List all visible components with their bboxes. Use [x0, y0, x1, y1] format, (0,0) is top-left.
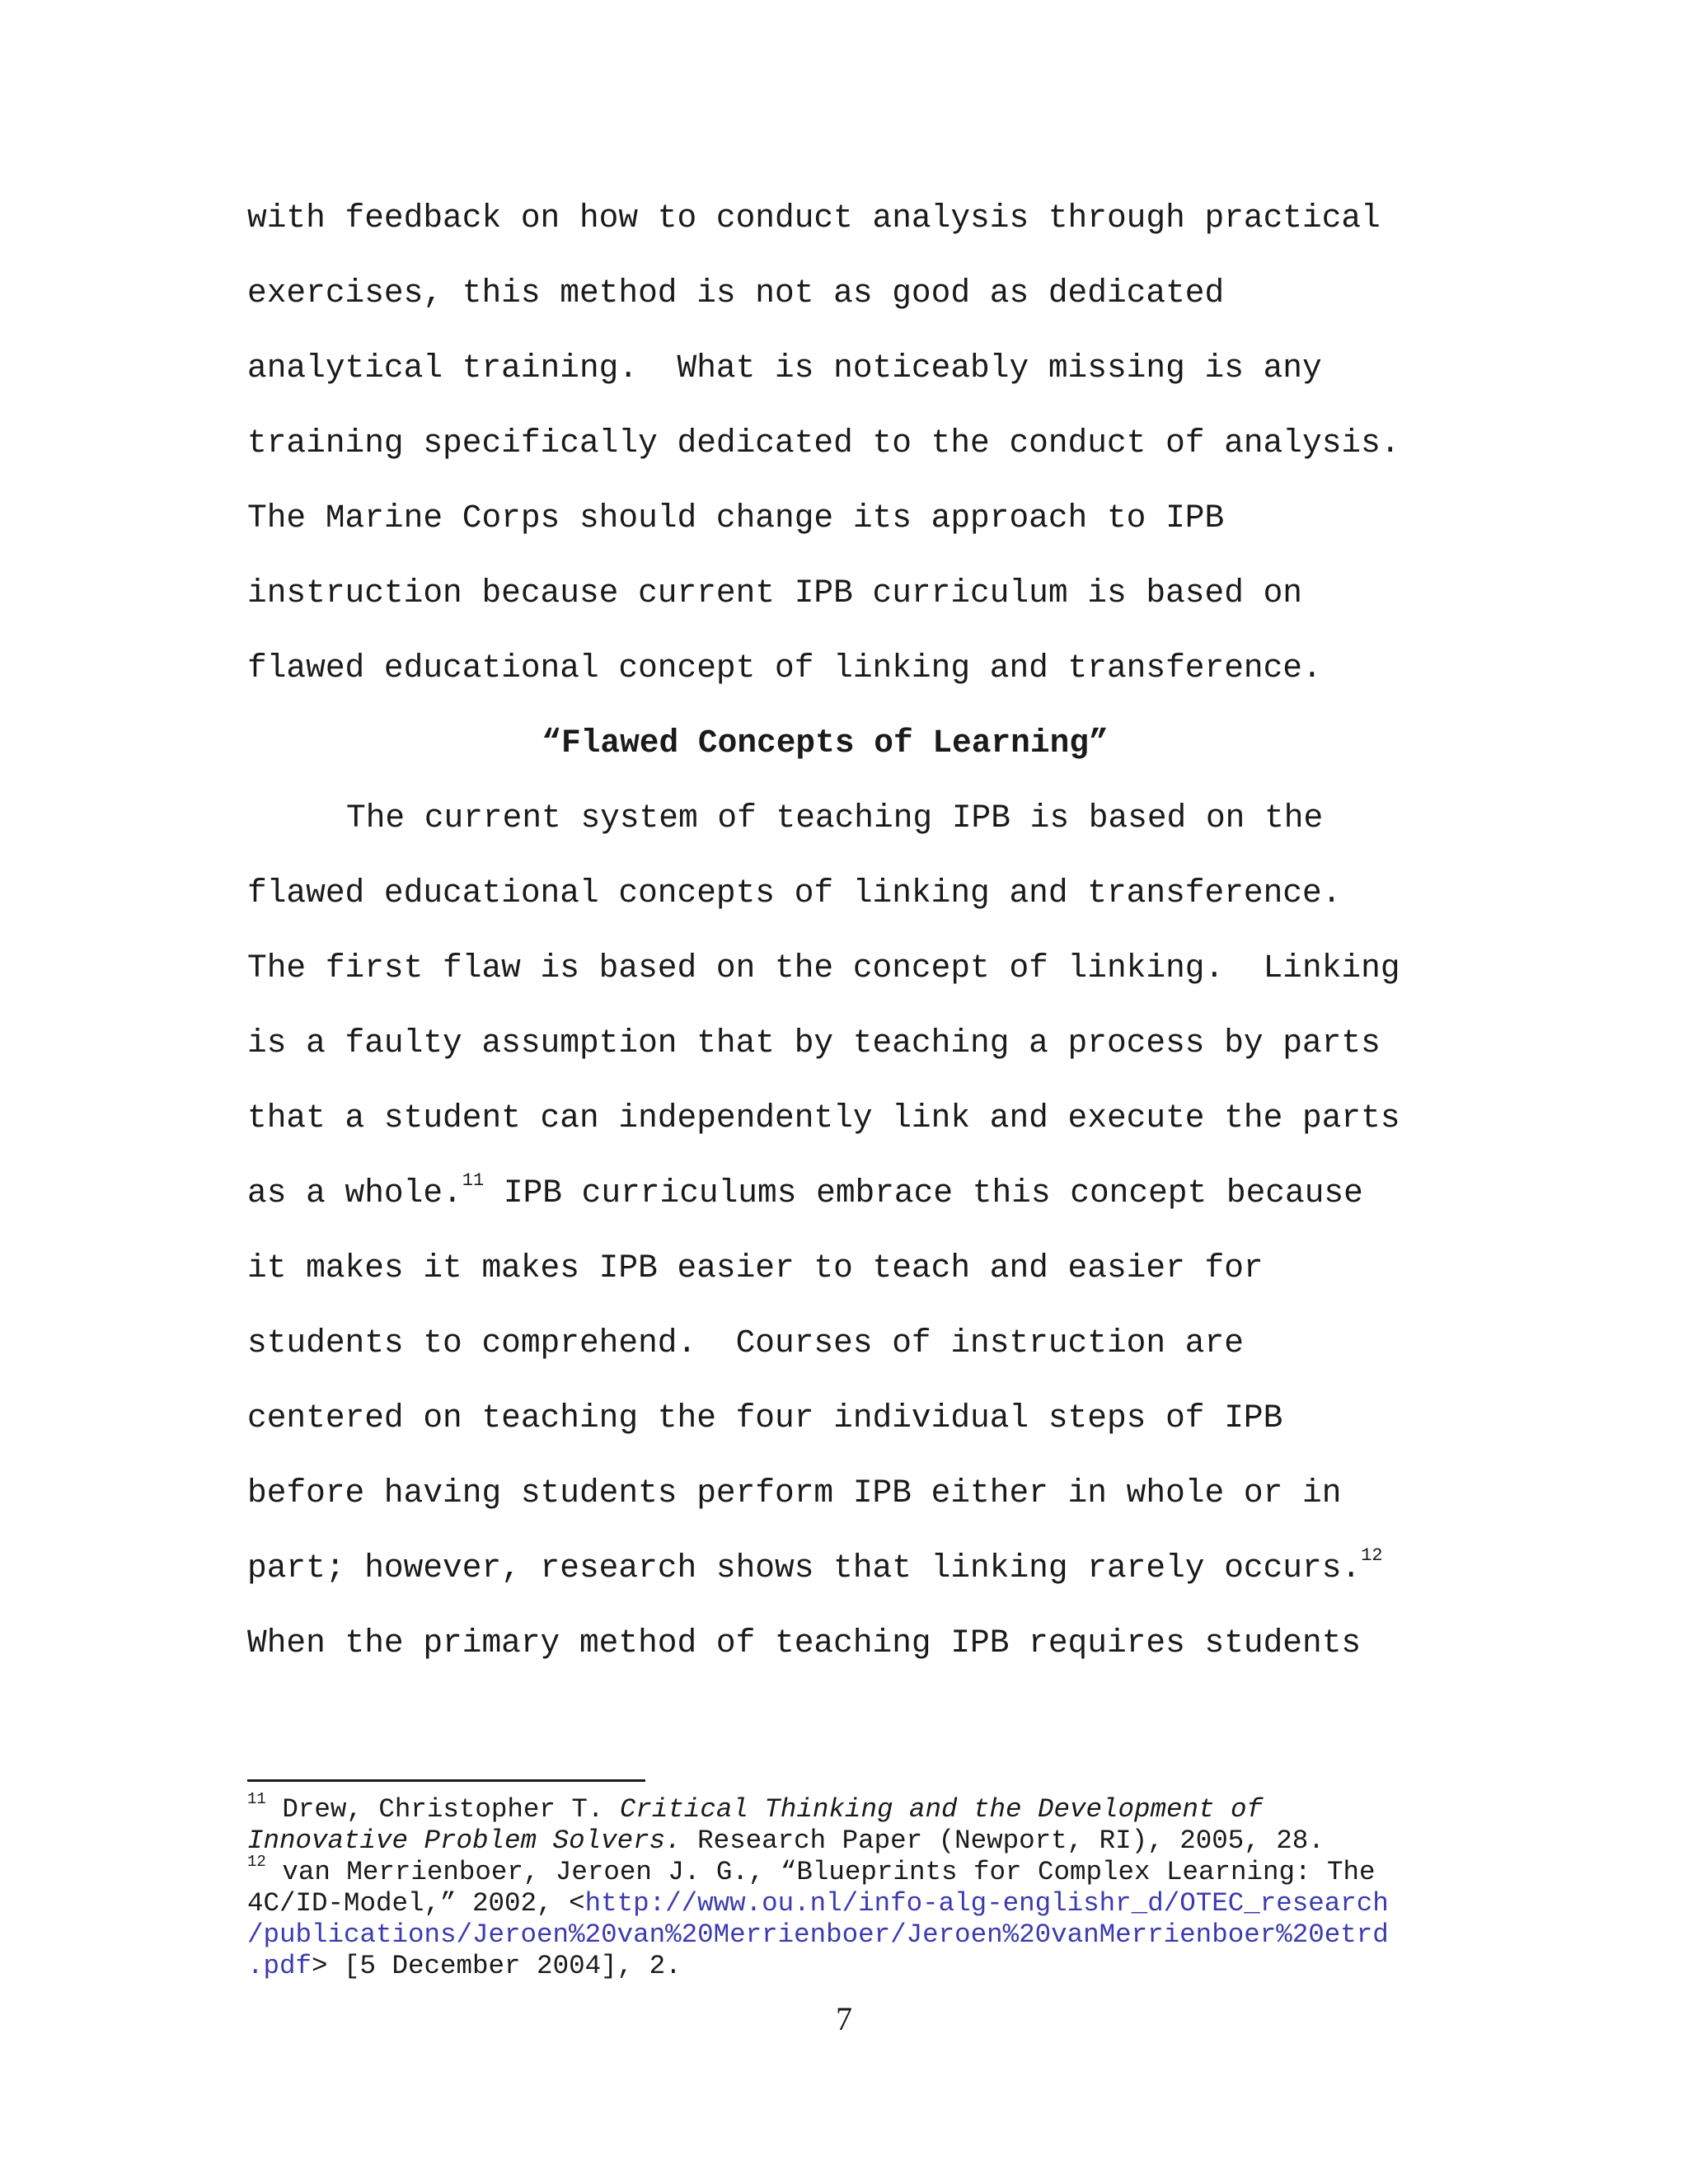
footnote-reference-11[interactable]: 11: [462, 1169, 485, 1191]
footnote-separator: [247, 1779, 645, 1782]
footnote-text: 4C/ID-Model,” 2002, <: [247, 1888, 585, 1919]
section-heading: “Flawed Concepts of Learning”: [542, 724, 1109, 762]
body-line: with feedback on how to conduct analysis through practical: [247, 199, 1381, 237]
footnote-reference-12[interactable]: 12: [1361, 1544, 1383, 1566]
body-line: When the primary method of teaching IPB requires students: [247, 1624, 1362, 1661]
footnote-text: Drew, Christopher T.: [265, 1794, 620, 1825]
footnote-url-link[interactable]: http://www.ou.nl/info-alg-englishr_d/OTEC_research: [584, 1888, 1389, 1919]
footnotes: [247, 1790, 1451, 1982]
body-line: exercises, this method is not as good as dedicated: [247, 274, 1225, 312]
footnote-number: 12: [247, 1853, 266, 1872]
body-line: analytical training. What is noticeably missing is any: [247, 349, 1322, 387]
line-text: as a whole.: [247, 1174, 462, 1212]
footnote-12: [247, 1853, 1451, 1888]
body-line: training specifically dedicated to the conduct of analysis.: [247, 424, 1400, 462]
footnote-text: > [5 December 2004], 2.: [312, 1951, 682, 1981]
body-line: students to comprehend. Courses of instruction are: [247, 1324, 1244, 1361]
footnote-url-link[interactable]: .pdf: [247, 1951, 312, 1981]
body-line: is a faulty assumption that by teaching a process by parts: [247, 1024, 1381, 1062]
line-text: IPB curriculums embrace this concept because: [484, 1174, 1363, 1212]
footnote-text: van Merrienboer, Jeroen J. G., “Blueprints for Complex Learning: The: [265, 1857, 1376, 1887]
body-line: The current system of teaching IPB is based on the: [346, 799, 1324, 837]
body-line: The Marine Corps should change its approach to IPB: [247, 499, 1225, 537]
body-line: [247, 1544, 1451, 1619]
body-line: instruction because current IPB curriculum is based on: [247, 574, 1303, 612]
body-line: that a student can independently link and execute the parts: [247, 1099, 1400, 1137]
footnote-12-continued: [247, 1888, 1451, 1919]
page-number: 7: [836, 2000, 852, 2037]
body-line: centered on teaching the four individual steps of IPB: [247, 1399, 1283, 1436]
body-text: [247, 194, 1451, 1694]
body-line: before having students perform IPB either in whole or in: [247, 1474, 1342, 1511]
footnote-title: Critical Thinking and the Development of: [619, 1794, 1264, 1825]
footnote-title: Innovative Problem Solvers.: [247, 1825, 682, 1856]
footnote-text: Research Paper (Newport, RI), 2005, 28.: [681, 1825, 1325, 1856]
footnote-12-continued: [247, 1951, 1451, 1982]
footnote-number: 11: [247, 1790, 266, 1809]
footnote-12-continued: [247, 1919, 1451, 1951]
body-line: it makes it makes IPB easier to teach and easier for: [247, 1249, 1264, 1286]
footnote-url-link[interactable]: /publications/Jeroen%20van%20Merrienboer/Jeroen%20vanMerrienboer%20etrd: [247, 1919, 1389, 1950]
body-line: flawed educational concepts of linking and transference.: [247, 874, 1342, 912]
body-line: The first flaw is based on the concept of linking. Linking: [247, 949, 1400, 987]
footnote-11: [247, 1790, 1451, 1825]
body-line: flawed educational concept of linking and transference.: [247, 649, 1322, 687]
line-text: part; however, research shows that linking rarely occurs.: [247, 1549, 1362, 1586]
footnote-11-continued: [247, 1825, 1451, 1857]
body-line: [247, 1169, 1451, 1244]
